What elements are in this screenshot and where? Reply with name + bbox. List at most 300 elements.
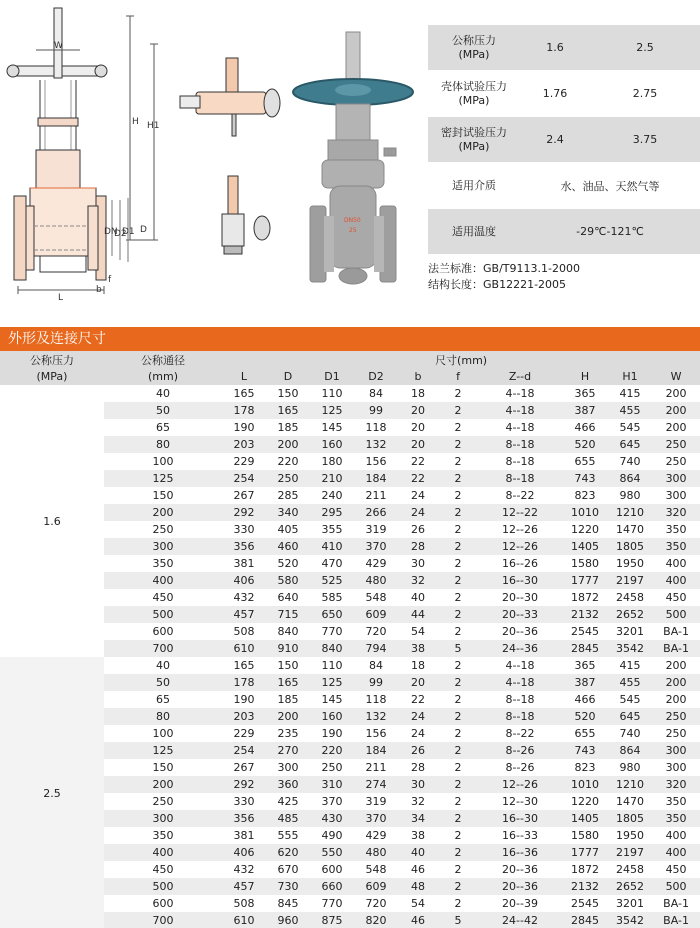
table-cell: 340 xyxy=(277,506,299,519)
table-cell: 370 xyxy=(365,812,387,825)
table-cell: 40 xyxy=(156,659,170,672)
spec-value-1: 2.4 xyxy=(546,133,564,146)
table-cell: 2 xyxy=(454,659,462,672)
table-cell: 545 xyxy=(619,421,641,434)
spec-label: 适用介质 xyxy=(452,178,496,192)
body-mark-1: DN50 xyxy=(344,217,361,224)
table-cell: 875 xyxy=(321,914,343,927)
table-cell: 406 xyxy=(233,574,255,587)
table-cell: 500 xyxy=(665,880,687,893)
spec-value-1: 1.76 xyxy=(542,87,568,100)
table-cell: 110 xyxy=(321,387,343,400)
spec-temp-value: -29℃-121℃ xyxy=(576,225,644,238)
table-cell: 2197 xyxy=(616,846,644,859)
table-cell: 381 xyxy=(233,829,255,842)
table-cell: 415 xyxy=(619,387,641,400)
table-cell: 2 xyxy=(454,795,462,808)
table-cell: 254 xyxy=(233,744,255,757)
table-cell: 8--18 xyxy=(505,438,535,451)
table-row xyxy=(0,708,700,725)
table-cell: 400 xyxy=(152,574,174,587)
table-cell: 2 xyxy=(454,438,462,451)
dimension-table xyxy=(0,351,700,928)
table-cell: 250 xyxy=(665,438,687,451)
table-row xyxy=(0,470,700,487)
table-cell: 184 xyxy=(365,472,387,485)
table-cell: 670 xyxy=(277,863,299,876)
table-cell: 555 xyxy=(277,829,299,842)
table-cell: 250 xyxy=(152,795,174,808)
table-cell: 609 xyxy=(365,608,387,621)
table-cell: 840 xyxy=(277,625,299,638)
table-cell: 30 xyxy=(411,778,425,791)
table-cell: 38 xyxy=(411,642,425,655)
header-dn: 公称通径 xyxy=(141,353,185,367)
label-f: f xyxy=(108,275,112,285)
table-cell: 100 xyxy=(152,727,174,740)
table-row xyxy=(0,555,700,572)
table-cell: 125 xyxy=(152,472,174,485)
table-cell: 2 xyxy=(454,846,462,859)
table-cell: 720 xyxy=(365,897,387,910)
table-cell: 16--33 xyxy=(502,829,538,842)
table-cell: 3201 xyxy=(616,897,644,910)
table-cell: 80 xyxy=(156,710,170,723)
table-cell: 54 xyxy=(411,897,425,910)
table-cell: 545 xyxy=(619,693,641,706)
table-cell: 5 xyxy=(454,914,462,927)
table-cell: 740 xyxy=(619,455,641,468)
section-title: 外形及连接尺寸 xyxy=(0,327,700,351)
table-cell: 5 xyxy=(454,642,462,655)
flange-standard: 法兰标准：GB/T9113.1-2000 xyxy=(428,262,580,275)
table-cell: 1405 xyxy=(571,812,599,825)
table-cell: 16--30 xyxy=(502,812,538,825)
table-row xyxy=(0,793,700,810)
table-cell: 610 xyxy=(233,642,255,655)
standards-block xyxy=(428,261,700,293)
table-cell: 2458 xyxy=(616,863,644,876)
table-cell: 84 xyxy=(369,387,383,400)
table-cell: 520 xyxy=(574,438,596,451)
table-cell: 2 xyxy=(454,693,462,706)
table-cell: BA-1 xyxy=(663,625,689,638)
table-cell: 46 xyxy=(411,863,425,876)
table-cell: 550 xyxy=(321,846,343,859)
table-cell: 46 xyxy=(411,914,425,927)
table-cell: 44 xyxy=(411,608,425,621)
table-cell: 1220 xyxy=(571,795,599,808)
table-cell: 585 xyxy=(321,591,343,604)
table-cell: 254 xyxy=(233,472,255,485)
table-cell: 3201 xyxy=(616,625,644,638)
table-cell: 211 xyxy=(365,489,387,502)
table-cell: 845 xyxy=(277,897,299,910)
table-cell: 980 xyxy=(619,761,641,774)
table-cell: 466 xyxy=(574,421,596,434)
table-cell: 203 xyxy=(233,438,255,451)
table-cell: 65 xyxy=(156,421,170,434)
table-cell: 2545 xyxy=(571,897,599,910)
table-cell: 250 xyxy=(152,523,174,536)
table-cell: 350 xyxy=(665,812,687,825)
spec-label: 壳体试验压力 (MPa) xyxy=(441,79,507,107)
table-cell: 1210 xyxy=(616,778,644,791)
table-cell: 2 xyxy=(454,608,462,621)
table-cell: 150 xyxy=(277,659,299,672)
header-col-d: D xyxy=(283,370,293,383)
table-cell: 2 xyxy=(454,727,462,740)
table-cell: 650 xyxy=(321,608,343,621)
table-cell: 132 xyxy=(365,438,387,451)
table-cell: 480 xyxy=(365,574,387,587)
table-cell: 794 xyxy=(365,642,387,655)
table-cell: 125 xyxy=(321,676,343,689)
table-cell: 4--18 xyxy=(505,659,535,672)
table-cell: 2 xyxy=(454,472,462,485)
table-row xyxy=(0,606,700,623)
table-row xyxy=(0,385,700,402)
table-cell: 600 xyxy=(152,625,174,638)
table-cell: 365 xyxy=(574,659,596,672)
table-cell: 429 xyxy=(365,829,387,842)
table-cell: 1777 xyxy=(571,574,599,587)
table-cell: 8--26 xyxy=(505,744,535,757)
table-cell: 490 xyxy=(321,829,343,842)
table-cell: 525 xyxy=(321,574,343,587)
table-cell: 655 xyxy=(574,727,596,740)
table-cell: 200 xyxy=(277,710,299,723)
table-row xyxy=(0,453,700,470)
header-col-d1: D1 xyxy=(324,370,340,383)
table-cell: 150 xyxy=(152,761,174,774)
table-cell: 210 xyxy=(321,472,343,485)
table-cell: 250 xyxy=(321,761,343,774)
table-cell: 200 xyxy=(665,693,687,706)
table-cell: 285 xyxy=(277,489,299,502)
table-cell: 1470 xyxy=(616,795,644,808)
table-cell: 18 xyxy=(411,659,425,672)
table-cell: 300 xyxy=(665,744,687,757)
table-cell: 2 xyxy=(454,421,462,434)
table-cell: 820 xyxy=(365,914,387,927)
label-d2: D2 xyxy=(114,229,127,239)
table-cell: 1872 xyxy=(571,863,599,876)
table-cell: 655 xyxy=(574,455,596,468)
table-cell: 8--18 xyxy=(505,710,535,723)
table-cell: 274 xyxy=(365,778,387,791)
table-cell: 910 xyxy=(277,642,299,655)
table-cell: 185 xyxy=(277,693,299,706)
table-cell: 400 xyxy=(665,557,687,570)
table-cell: 190 xyxy=(233,421,255,434)
table-cell: 485 xyxy=(277,812,299,825)
table-cell: 32 xyxy=(411,795,425,808)
header-col-l: L xyxy=(240,370,248,383)
table-cell: 8--18 xyxy=(505,693,535,706)
table-cell: 770 xyxy=(321,625,343,638)
valve-photo xyxy=(293,32,413,284)
table-cell: 24 xyxy=(411,727,425,740)
table-cell: 200 xyxy=(277,438,299,451)
table-cell: 24--42 xyxy=(502,914,538,927)
table-cell: 457 xyxy=(233,880,255,893)
spec-medium-value: 水、油品、天然气等 xyxy=(560,179,660,193)
table-cell: 2 xyxy=(454,778,462,791)
spec-value-2: 3.75 xyxy=(632,133,658,146)
pressure-cell: 2.5 xyxy=(0,657,104,928)
table-cell: 99 xyxy=(369,676,383,689)
table-cell: 50 xyxy=(156,676,170,689)
table-cell: 22 xyxy=(411,455,425,468)
table-cell: 430 xyxy=(321,812,343,825)
table-cell: 145 xyxy=(321,693,343,706)
header-col-z-d: Z--d xyxy=(508,370,532,383)
table-cell: 3542 xyxy=(616,642,644,655)
table-cell: 2 xyxy=(454,557,462,570)
gear-side-sketch xyxy=(222,176,270,254)
table-cell: 1580 xyxy=(571,557,599,570)
table-cell: 470 xyxy=(321,557,343,570)
table-cell: 410 xyxy=(321,540,343,553)
table-cell: BA-1 xyxy=(663,914,689,927)
table-cell: 2 xyxy=(454,387,462,400)
table-cell: 20 xyxy=(411,676,425,689)
header-col-d2: D2 xyxy=(368,370,384,383)
table-cell: 200 xyxy=(665,659,687,672)
header-dims: 尺寸(mm) xyxy=(435,353,488,367)
table-cell: 350 xyxy=(152,829,174,842)
table-cell: 429 xyxy=(365,557,387,570)
table-cell: 30 xyxy=(411,557,425,570)
table-cell: 211 xyxy=(365,761,387,774)
table-cell: 387 xyxy=(574,676,596,689)
valve-drawings-svg xyxy=(0,0,428,322)
header-pressure: 公称压力 xyxy=(30,353,74,367)
table-cell: 34 xyxy=(411,812,425,825)
table-cell: 770 xyxy=(321,897,343,910)
table-cell: 38 xyxy=(411,829,425,842)
table-cell: 660 xyxy=(321,880,343,893)
table-cell: 156 xyxy=(365,727,387,740)
table-cell: 1220 xyxy=(571,523,599,536)
table-cell: 840 xyxy=(321,642,343,655)
table-cell: 864 xyxy=(619,472,641,485)
table-cell: 26 xyxy=(411,523,425,536)
table-cell: 165 xyxy=(277,676,299,689)
table-row xyxy=(0,895,700,912)
table-cell: 12--30 xyxy=(502,795,538,808)
table-cell: 300 xyxy=(665,489,687,502)
table-cell: 270 xyxy=(277,744,299,757)
table-cell: 165 xyxy=(277,404,299,417)
table-row xyxy=(0,419,700,436)
table-cell: 508 xyxy=(233,625,255,638)
table-cell: 200 xyxy=(665,676,687,689)
table-cell: 580 xyxy=(277,574,299,587)
table-cell: 292 xyxy=(233,506,255,519)
valve-drawings xyxy=(0,0,428,322)
table-cell: 730 xyxy=(277,880,299,893)
table-cell: 20--36 xyxy=(502,880,538,893)
table-row xyxy=(0,504,700,521)
table-cell: 720 xyxy=(365,625,387,638)
table-cell: 24 xyxy=(411,489,425,502)
table-cell: 65 xyxy=(156,693,170,706)
header-col-h1: H1 xyxy=(622,370,638,383)
table-row xyxy=(0,674,700,691)
spec-label: 密封试验压力 (MPa) xyxy=(441,125,507,153)
spec-value-1: 1.6 xyxy=(546,41,564,54)
table-cell: 150 xyxy=(152,489,174,502)
table-cell: 310 xyxy=(321,778,343,791)
table-cell: 2 xyxy=(454,625,462,638)
table-cell: 609 xyxy=(365,880,387,893)
table-cell: 180 xyxy=(321,455,343,468)
table-row xyxy=(0,521,700,538)
table-row xyxy=(0,844,700,861)
table-cell: 1010 xyxy=(571,506,599,519)
table-cell: 190 xyxy=(233,693,255,706)
table-row xyxy=(0,623,700,640)
table-cell: 620 xyxy=(277,846,299,859)
label-h: H xyxy=(132,117,139,127)
table-cell: 300 xyxy=(665,472,687,485)
table-cell: 450 xyxy=(665,591,687,604)
table-cell: 4--18 xyxy=(505,387,535,400)
table-cell: 360 xyxy=(277,778,299,791)
table-cell: 295 xyxy=(321,506,343,519)
spec-value-2: 2.75 xyxy=(632,87,658,100)
spec-row-seal-test xyxy=(428,117,700,163)
table-cell: 2132 xyxy=(571,608,599,621)
table-cell: 2 xyxy=(454,540,462,553)
table-cell: BA-1 xyxy=(663,897,689,910)
table-cell: 1405 xyxy=(571,540,599,553)
table-cell: 1470 xyxy=(616,523,644,536)
table-cell: 2132 xyxy=(571,880,599,893)
table-header xyxy=(0,351,700,385)
table-cell: 12--26 xyxy=(502,523,538,536)
table-cell: 645 xyxy=(619,710,641,723)
spec-label: 公称压力 (MPa) xyxy=(452,33,496,61)
table-cell: 8--18 xyxy=(505,455,535,468)
table-cell: 1872 xyxy=(571,591,599,604)
table-cell: 84 xyxy=(369,659,383,672)
table-row xyxy=(0,725,700,742)
table-cell: 24 xyxy=(411,506,425,519)
table-cell: 267 xyxy=(233,489,255,502)
table-row xyxy=(0,810,700,827)
table-cell: 8--22 xyxy=(505,727,535,740)
table-cell: 16--26 xyxy=(502,557,538,570)
table-cell: 200 xyxy=(665,404,687,417)
table-cell: 150 xyxy=(277,387,299,400)
table-cell: 1580 xyxy=(571,829,599,842)
table-cell: 457 xyxy=(233,608,255,621)
table-cell: 2197 xyxy=(616,574,644,587)
table-cell: 2 xyxy=(454,455,462,468)
spec-value-2: 2.5 xyxy=(636,41,654,54)
table-cell: 80 xyxy=(156,438,170,451)
table-cell: 2458 xyxy=(616,591,644,604)
table-row xyxy=(0,759,700,776)
table-cell: 165 xyxy=(233,659,255,672)
table-row xyxy=(0,640,700,657)
table-cell: 156 xyxy=(365,455,387,468)
table-cell: 350 xyxy=(665,523,687,536)
table-cell: 960 xyxy=(277,914,299,927)
header-col-h: H xyxy=(580,370,590,383)
table-cell: 2 xyxy=(454,506,462,519)
table-cell: 12--22 xyxy=(502,506,538,519)
table-cell: 455 xyxy=(619,676,641,689)
table-row xyxy=(0,538,700,555)
spec-label: 适用温度 xyxy=(452,224,496,238)
table-row xyxy=(0,742,700,759)
table-cell: 48 xyxy=(411,880,425,893)
table-cell: 16--30 xyxy=(502,574,538,587)
spec-row-temperature xyxy=(428,209,700,255)
table-row xyxy=(0,589,700,606)
table-cell: 823 xyxy=(574,489,596,502)
table-row xyxy=(0,878,700,895)
table-cell: 520 xyxy=(277,557,299,570)
table-cell: 22 xyxy=(411,472,425,485)
table-cell: 2 xyxy=(454,863,462,876)
table-cell: 178 xyxy=(233,676,255,689)
table-cell: 500 xyxy=(152,880,174,893)
table-cell: BA-1 xyxy=(663,642,689,655)
gear-operator-sketch xyxy=(180,58,280,136)
table-cell: 4--18 xyxy=(505,676,535,689)
table-cell: 40 xyxy=(156,387,170,400)
table-cell: 2545 xyxy=(571,625,599,638)
table-cell: 1210 xyxy=(616,506,644,519)
body-mark-2: 25 xyxy=(349,227,357,234)
table-cell: 200 xyxy=(665,387,687,400)
table-cell: 600 xyxy=(152,897,174,910)
table-cell: 20 xyxy=(411,421,425,434)
table-cell: 2 xyxy=(454,744,462,757)
table-cell: 2652 xyxy=(616,880,644,893)
table-cell: 350 xyxy=(665,795,687,808)
table-cell: 250 xyxy=(665,727,687,740)
pressure-cell: 1.6 xyxy=(0,385,104,657)
table-row xyxy=(0,691,700,708)
table-cell: 100 xyxy=(152,455,174,468)
table-cell: 26 xyxy=(411,744,425,757)
table-cell: 1777 xyxy=(571,846,599,859)
table-cell: 12--26 xyxy=(502,540,538,553)
table-cell: 24--36 xyxy=(502,642,538,655)
table-cell: 1805 xyxy=(616,812,644,825)
table-cell: 250 xyxy=(665,710,687,723)
header-dn-unit: (mm) xyxy=(147,370,178,383)
table-cell: 980 xyxy=(619,489,641,502)
table-cell: 145 xyxy=(321,421,343,434)
table-row xyxy=(0,861,700,878)
table-cell: 405 xyxy=(277,523,299,536)
table-cell: 54 xyxy=(411,625,425,638)
table-cell: 28 xyxy=(411,761,425,774)
table-cell: 743 xyxy=(574,744,596,757)
label-w: W xyxy=(54,41,63,51)
table-cell: 1950 xyxy=(616,829,644,842)
table-cell: 823 xyxy=(574,761,596,774)
table-cell: 400 xyxy=(665,574,687,587)
table-cell: 700 xyxy=(152,642,174,655)
